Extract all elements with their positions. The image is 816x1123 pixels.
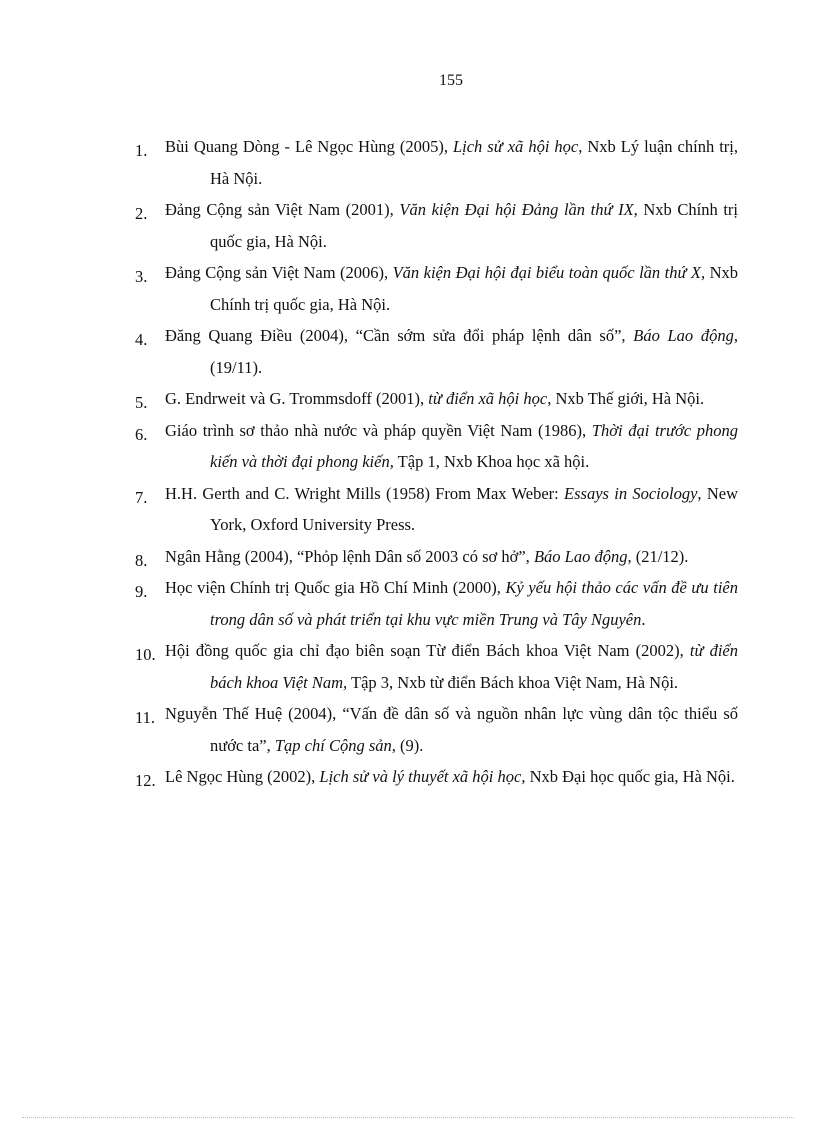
reference-text: H.H. Gerth and C. Wright Mills (1958) From Max Weber:: [165, 483, 565, 503]
reference-title: Thời đại trước phong kiến và thời đại phong kiến,: [210, 420, 738, 471]
reference-item: [135, 635, 738, 698]
reference-item: [135, 478, 738, 541]
footer-divider: [22, 1117, 794, 1118]
reference-number: 3.: [135, 267, 148, 286]
reference-item: [135, 194, 738, 257]
reference-number: 8.: [135, 550, 148, 570]
reference-item: [135, 761, 738, 793]
reference-title: Báo Lao động: [533, 546, 628, 566]
reference-text: Nguyễn Thế Huệ (2004), “Vấn đề dân số và nguồn nhân lực vùng dân tộc thiểu số nước ta”,: [165, 704, 738, 755]
reference-text: , Nxb Lý luận chính trị, Hà Nội.: [210, 137, 738, 188]
reference-title: Lịch sử và lý thuyết xã hội học,: [319, 767, 526, 786]
reference-text: Học viện Chính trị Quốc gia Hồ Chí Minh (2000),: [165, 578, 506, 597]
reference-text: Lê Ngọc Hùng (2002),: [165, 767, 320, 786]
reference-list: [135, 131, 738, 793]
reference-text: , (9).: [391, 735, 424, 755]
reference-item: [135, 257, 738, 320]
reference-text: , (19/11).: [210, 326, 738, 377]
reference-title: Văn kiện Đại hội Đảng lần thứ IX: [399, 200, 634, 219]
reference-text: Tập 3, Nxb từ điển Bách khoa Việt Nam, Hà Nội.: [347, 672, 679, 692]
reference-text: Tập 1, Nxb Khoa học xã hội.: [393, 452, 590, 471]
reference-text: G. Endrweit và G. Trommsdoff (2001),: [165, 389, 429, 408]
page-number: 155: [439, 72, 463, 89]
reference-item: [135, 383, 738, 415]
reference-text: Nxb Đại học quốc gia, Hà Nội.: [525, 767, 735, 786]
reference-text: Đăng Quang Điều (2004), “Cần sớm sửa đổi pháp lệnh dân số”,: [165, 326, 634, 345]
reference-title: từ điển xã hội học: [428, 389, 548, 408]
reference-text: Hội đồng quốc gia chỉ đạo biên soạn Từ điển Bách khoa Việt Nam (2002),: [165, 641, 690, 660]
reference-item: [135, 541, 738, 573]
reference-text: Nxb Chính trị quốc gia, Hà Nội.: [210, 263, 739, 314]
reference-item: [135, 572, 738, 635]
reference-title: Tạp chí Cộng sản: [274, 735, 392, 755]
reference-number: 10.: [135, 645, 156, 664]
reference-item: [135, 131, 738, 194]
reference-title: Lịch sử xã hội học: [452, 137, 579, 156]
reference-number: 2.: [135, 204, 148, 223]
reference-text: Đảng Cộng sản Việt Nam (2006),: [165, 263, 393, 282]
reference-text: Đảng Cộng sản Việt Nam (2001),: [165, 200, 400, 219]
reference-text: , (21/12).: [627, 546, 689, 566]
reference-text: .: [641, 609, 646, 629]
reference-number: 11.: [135, 708, 156, 727]
reference-title: Văn kiện Đại hội đại biểu toàn quốc lần thứ X,: [392, 263, 706, 282]
reference-number: 9.: [135, 582, 148, 601]
reference-text: Giáo trình sơ thảo nhà nước và pháp quyền Việt Nam (1986),: [165, 420, 592, 440]
reference-number: 7.: [135, 487, 148, 507]
reference-title: từ điển bách khoa Việt Nam,: [210, 641, 738, 692]
reference-title: Báo Lao động: [633, 326, 734, 345]
reference-text: Ngân Hằng (2004), “Phỏp lệnh Dân số 2003 có sơ hở”,: [165, 546, 534, 566]
reference-number: 6.: [135, 424, 148, 444]
reference-number: 12.: [135, 771, 156, 790]
reference-item: [135, 320, 738, 383]
reference-title: Kỷ yếu hội thảo các vấn đề ưu tiên trong dân số và phát triển tại khu vực miền Trung và Tây Nguyên: [210, 578, 739, 629]
reference-number: 1.: [135, 141, 148, 160]
reference-title: Essays in Sociology: [564, 483, 698, 503]
reference-item: [135, 415, 738, 478]
reference-text: , New York, Oxford University Press.: [210, 483, 738, 534]
reference-number: 4.: [135, 330, 148, 349]
reference-number: 5.: [135, 393, 148, 412]
reference-text: , Nxb Chính trị quốc gia, Hà Nội.: [210, 200, 738, 251]
reference-item: [135, 698, 738, 761]
reference-text: Bùi Quang Dòng - Lê Ngọc Hùng (2005),: [165, 137, 453, 156]
reference-text: , Nxb Thế giới, Hà Nội.: [547, 389, 705, 408]
